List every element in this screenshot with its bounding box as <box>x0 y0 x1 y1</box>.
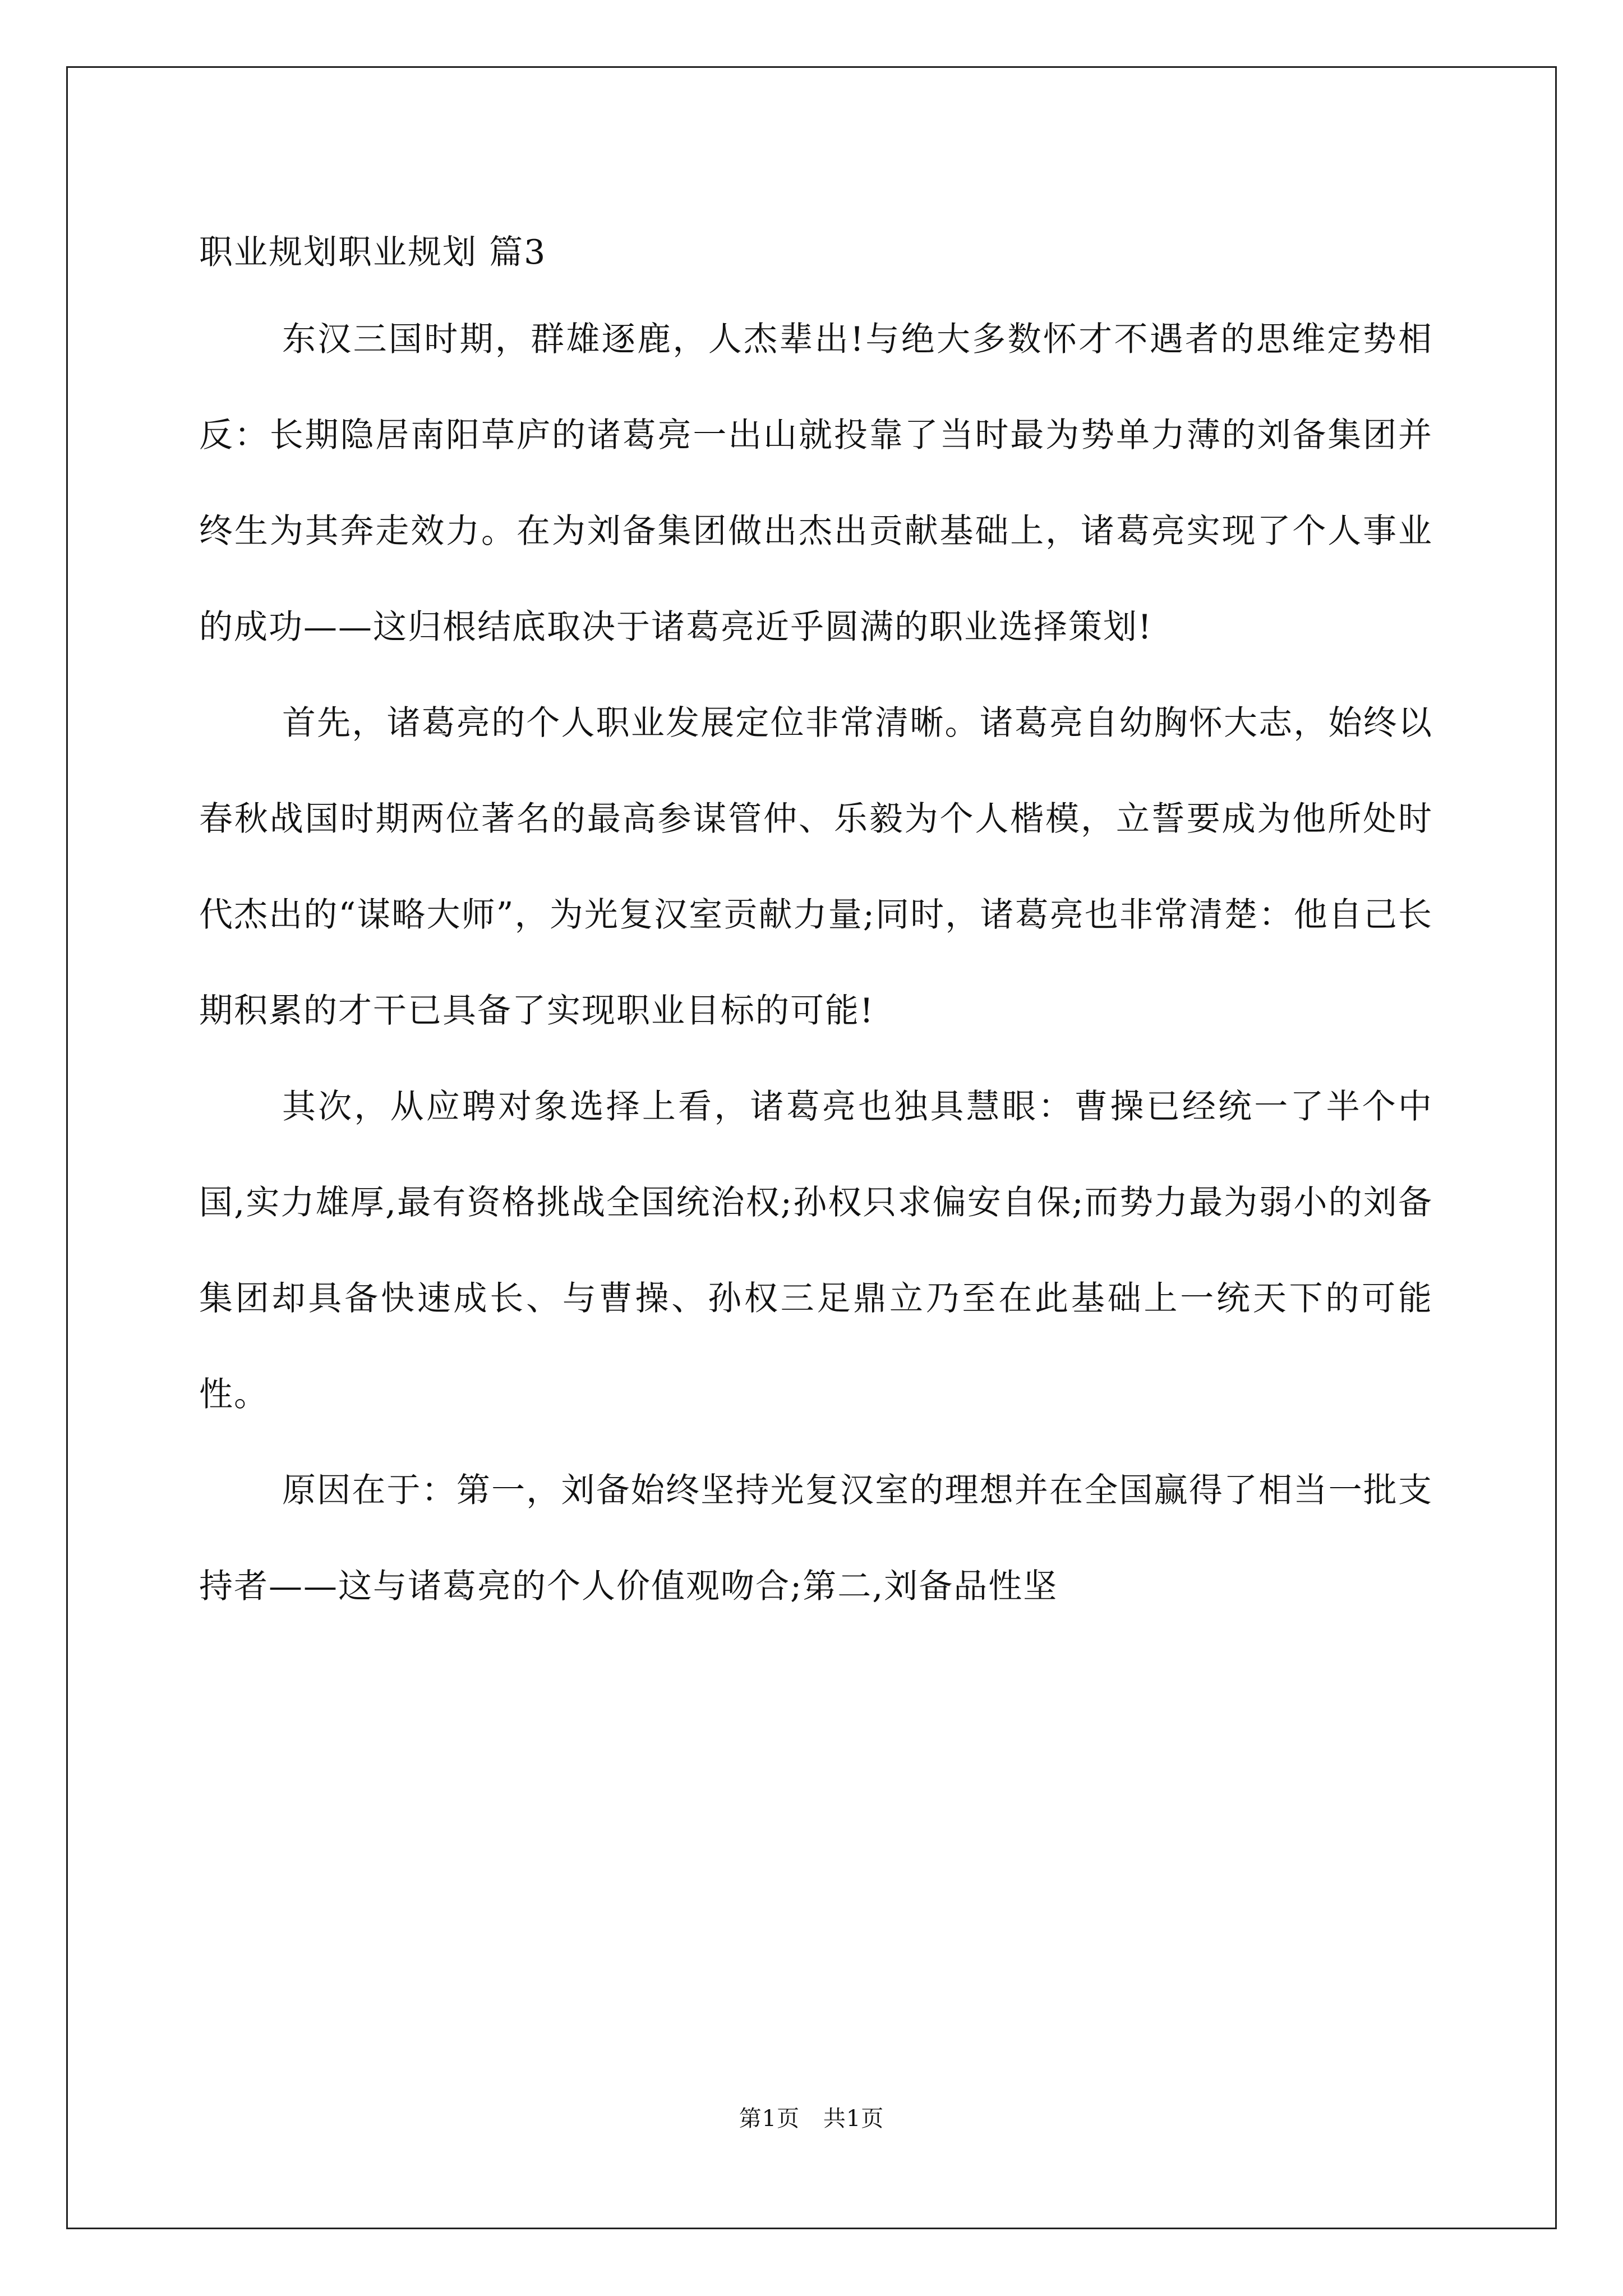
document-body <box>199 213 1433 1635</box>
paragraph: 东汉三国时期，群雄逐鹿，人杰辈出!与绝大多数怀才不遇者的思维定势相反：长期隐居南阳草庐的诸葛亮一出山就投靠了当时最为势单力薄的刘备集团并终生为其奔走效力。在为刘备集团做出杰出贡献基础上，诸葛亮实现了个人事业的成功——这归根结底取决于诸葛亮近乎圆满的职业选择策划! <box>199 320 1433 647</box>
paragraph: 首先，诸葛亮的个人职业发展定位非常清晰。诸葛亮自幼胸怀大志，始终以春秋战国时期两位著名的最高参谋管仲、乐毅为个人楷模，立誓要成为他所处时代杰出的“谋略大师”，为光复汉室贡献力量;同时，诸葛亮也非常清楚：他自己长期积累的才干已具备了实现职业目标的可能! <box>199 703 1433 1030</box>
paragraph: 原因在于：第一，刘备始终坚持光复汉室的理想并在全国赢得了相当一批支持者——这与诸葛亮的个人价值观吻合;第二,刘备品性坚 <box>199 1471 1433 1606</box>
page-footer <box>0 2101 1623 2133</box>
page-number: 第1页 <box>739 2106 800 2132</box>
document-title: 职业规划职业规划 篇3 <box>199 233 547 272</box>
paragraph: 其次，从应聘对象选择上看，诸葛亮也独具慧眼：曹操已经统一了半个中国,实力雄厚,最有资格挑战全国统治权;孙权只求偏安自保;而势力最为弱小的刘备集团却具备快速成长、与曹操、孙权三足鼎立乃至在此基础上一统天下的可能性。 <box>199 1087 1433 1414</box>
page-total: 共1页 <box>823 2106 884 2132</box>
